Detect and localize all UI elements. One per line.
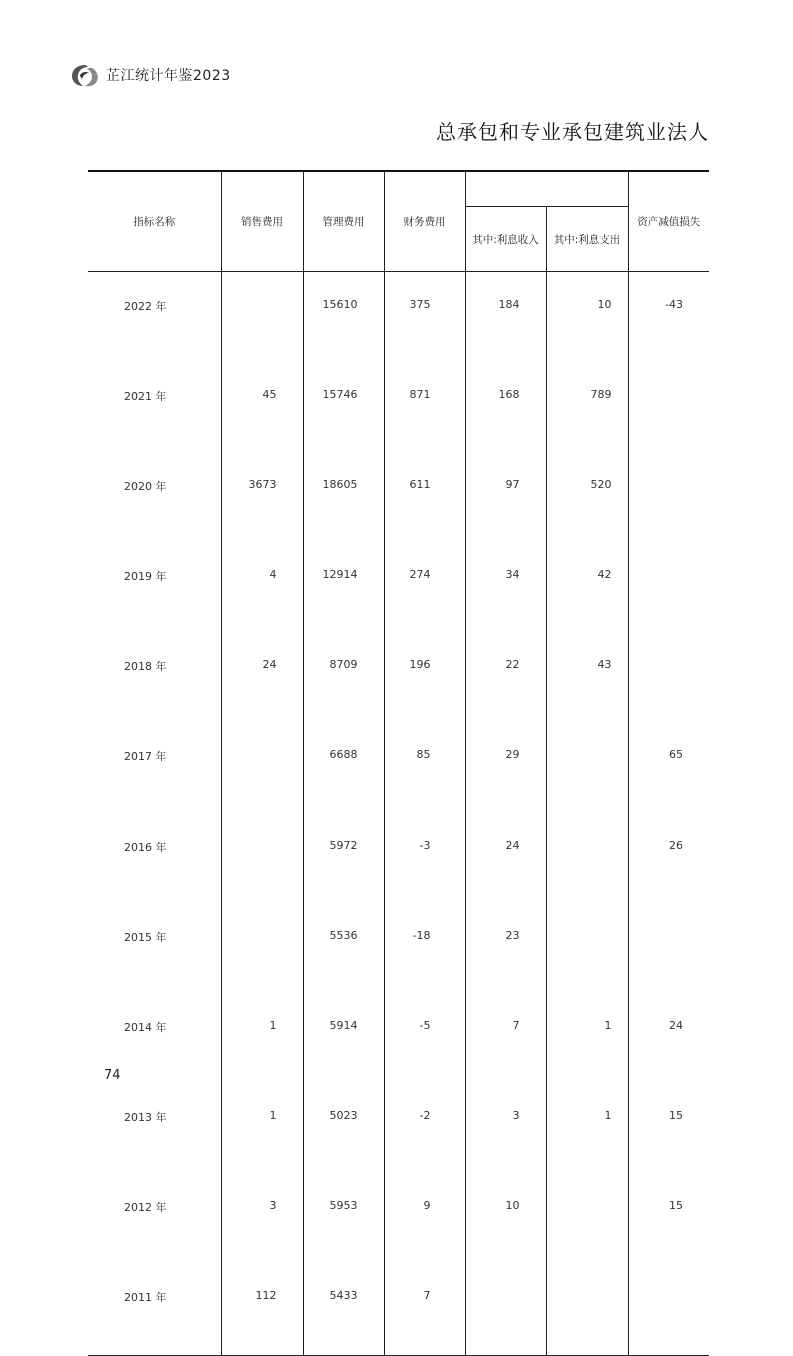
cell-admin: 5953 — [303, 1173, 384, 1263]
row-year: 2017 年 — [88, 722, 221, 812]
cell-finance: 274 — [384, 542, 465, 632]
table-row — [88, 722, 709, 812]
cell-finance: 375 — [384, 272, 465, 363]
cell-finance: 7 — [384, 1263, 465, 1356]
table-row — [88, 632, 709, 722]
cell-sales: 45 — [221, 362, 303, 452]
col-header-name: 指标名称 — [88, 171, 221, 272]
row-year: 2016 年 — [88, 813, 221, 903]
cell-admin: 18605 — [303, 452, 384, 542]
cell-admin: 5536 — [303, 903, 384, 993]
cell-finance: -2 — [384, 1083, 465, 1173]
table-row — [88, 903, 709, 993]
cell-impairment — [628, 362, 709, 452]
cell-sales: 112 — [221, 1263, 303, 1356]
cell-sales: 1 — [221, 993, 303, 1083]
row-year: 2011 年 — [88, 1263, 221, 1356]
col-header-admin: 管理费用 — [303, 171, 384, 272]
cell-interest-expense: 1 — [546, 993, 628, 1083]
cell-admin: 6688 — [303, 722, 384, 812]
cell-interest-expense — [546, 813, 628, 903]
cell-interest-income: 29 — [465, 722, 546, 812]
col-header-sales: 销售费用 — [221, 171, 303, 272]
cell-admin: 15746 — [303, 362, 384, 452]
cell-interest-income: 10 — [465, 1173, 546, 1263]
cell-impairment — [628, 903, 709, 993]
table-row — [88, 993, 709, 1083]
cell-interest-income: 3 — [465, 1083, 546, 1173]
cell-finance: -18 — [384, 903, 465, 993]
row-year: 2022 年 — [88, 272, 221, 363]
cell-finance: 85 — [384, 722, 465, 812]
data-table — [88, 170, 709, 1356]
cell-finance: 196 — [384, 632, 465, 722]
col-header-finance: 财务费用 — [384, 171, 465, 272]
cell-finance: -5 — [384, 993, 465, 1083]
cell-interest-income: 97 — [465, 452, 546, 542]
row-year: 2015 年 — [88, 903, 221, 993]
table-row — [88, 1083, 709, 1173]
table-row — [88, 542, 709, 632]
row-year: 2013 年 — [88, 1083, 221, 1173]
cell-interest-expense — [546, 903, 628, 993]
cell-interest-expense: 520 — [546, 452, 628, 542]
cell-interest-income: 168 — [465, 362, 546, 452]
cell-admin: 8709 — [303, 632, 384, 722]
cell-sales: 3 — [221, 1173, 303, 1263]
cell-sales — [221, 903, 303, 993]
table-body — [88, 272, 709, 1356]
cell-sales: 24 — [221, 632, 303, 722]
cell-interest-expense: 43 — [546, 632, 628, 722]
table-row — [88, 1263, 709, 1356]
cell-interest-expense: 1 — [546, 1083, 628, 1173]
cell-impairment — [628, 542, 709, 632]
book-title: 芷江统计年鉴2023 — [106, 68, 231, 84]
data-table-container — [88, 170, 709, 1305]
cell-impairment: -43 — [665, 298, 683, 311]
cell-interest-expense — [546, 1173, 628, 1263]
cell-sales: 4 — [221, 542, 303, 632]
cell-interest-expense: 42 — [546, 542, 628, 632]
row-year: 2014 年 — [88, 993, 221, 1083]
cell-impairment: 65 — [669, 748, 683, 762]
row-year: 2012 年 — [88, 1173, 221, 1263]
cell-impairment: 15 — [669, 1198, 683, 1212]
cell-impairment — [628, 1263, 709, 1356]
cell-interest-expense: 789 — [546, 362, 628, 452]
cell-finance: 611 — [384, 452, 465, 542]
col-header-impairment: 资产减值损失 — [628, 171, 709, 272]
col-header-interest-income: 其中:利息收入 — [465, 207, 546, 272]
page-number: 74 — [104, 1068, 121, 1083]
table-row — [88, 452, 709, 542]
cell-interest-income — [465, 1263, 546, 1356]
cell-interest-expense: 10 — [546, 272, 628, 363]
cell-interest-expense — [546, 722, 628, 812]
cell-interest-income: 34 — [465, 542, 546, 632]
cell-admin: 5023 — [303, 1083, 384, 1173]
cell-sales: 1 — [221, 1083, 303, 1173]
table-header — [88, 171, 709, 272]
cell-admin: 15610 — [303, 272, 384, 363]
cell-finance: -3 — [384, 813, 465, 903]
cell-admin: 5914 — [303, 993, 384, 1083]
page-header — [70, 62, 231, 88]
cell-interest-income: 23 — [465, 903, 546, 993]
cell-interest-income: 7 — [465, 993, 546, 1083]
cell-interest-income: 22 — [465, 632, 546, 722]
table-row — [88, 272, 709, 363]
cell-impairment — [628, 452, 709, 542]
row-year: 2020 年 — [88, 452, 221, 542]
cell-sales — [221, 272, 303, 363]
cell-admin: 5433 — [303, 1263, 384, 1356]
cell-finance: 871 — [384, 362, 465, 452]
row-year: 2021 年 — [88, 362, 221, 452]
row-year: 2019 年 — [88, 542, 221, 632]
cell-interest-expense — [546, 1263, 628, 1356]
cell-impairment — [628, 632, 709, 722]
cell-interest-income: 184 — [465, 272, 546, 363]
row-year: 2018 年 — [88, 632, 221, 722]
cell-sales — [221, 813, 303, 903]
yearbook-logo-icon — [70, 62, 100, 88]
cell-impairment: 24 — [669, 1018, 683, 1032]
cell-impairment: 26 — [669, 838, 683, 852]
col-header-interest-expense: 其中:利息支出 — [546, 207, 628, 272]
cell-sales: 3673 — [221, 452, 303, 542]
cell-admin: 12914 — [303, 542, 384, 632]
cell-admin: 5972 — [303, 813, 384, 903]
cell-finance: 9 — [384, 1173, 465, 1263]
cell-impairment: 15 — [669, 1108, 683, 1122]
cell-interest-income: 24 — [465, 813, 546, 903]
col-header-finance-group — [465, 171, 628, 207]
cell-sales — [221, 722, 303, 812]
section-title: 总承包和专业承包建筑业法人 — [436, 120, 709, 144]
table-row — [88, 813, 709, 903]
table-row — [88, 1173, 709, 1263]
table-row — [88, 362, 709, 452]
